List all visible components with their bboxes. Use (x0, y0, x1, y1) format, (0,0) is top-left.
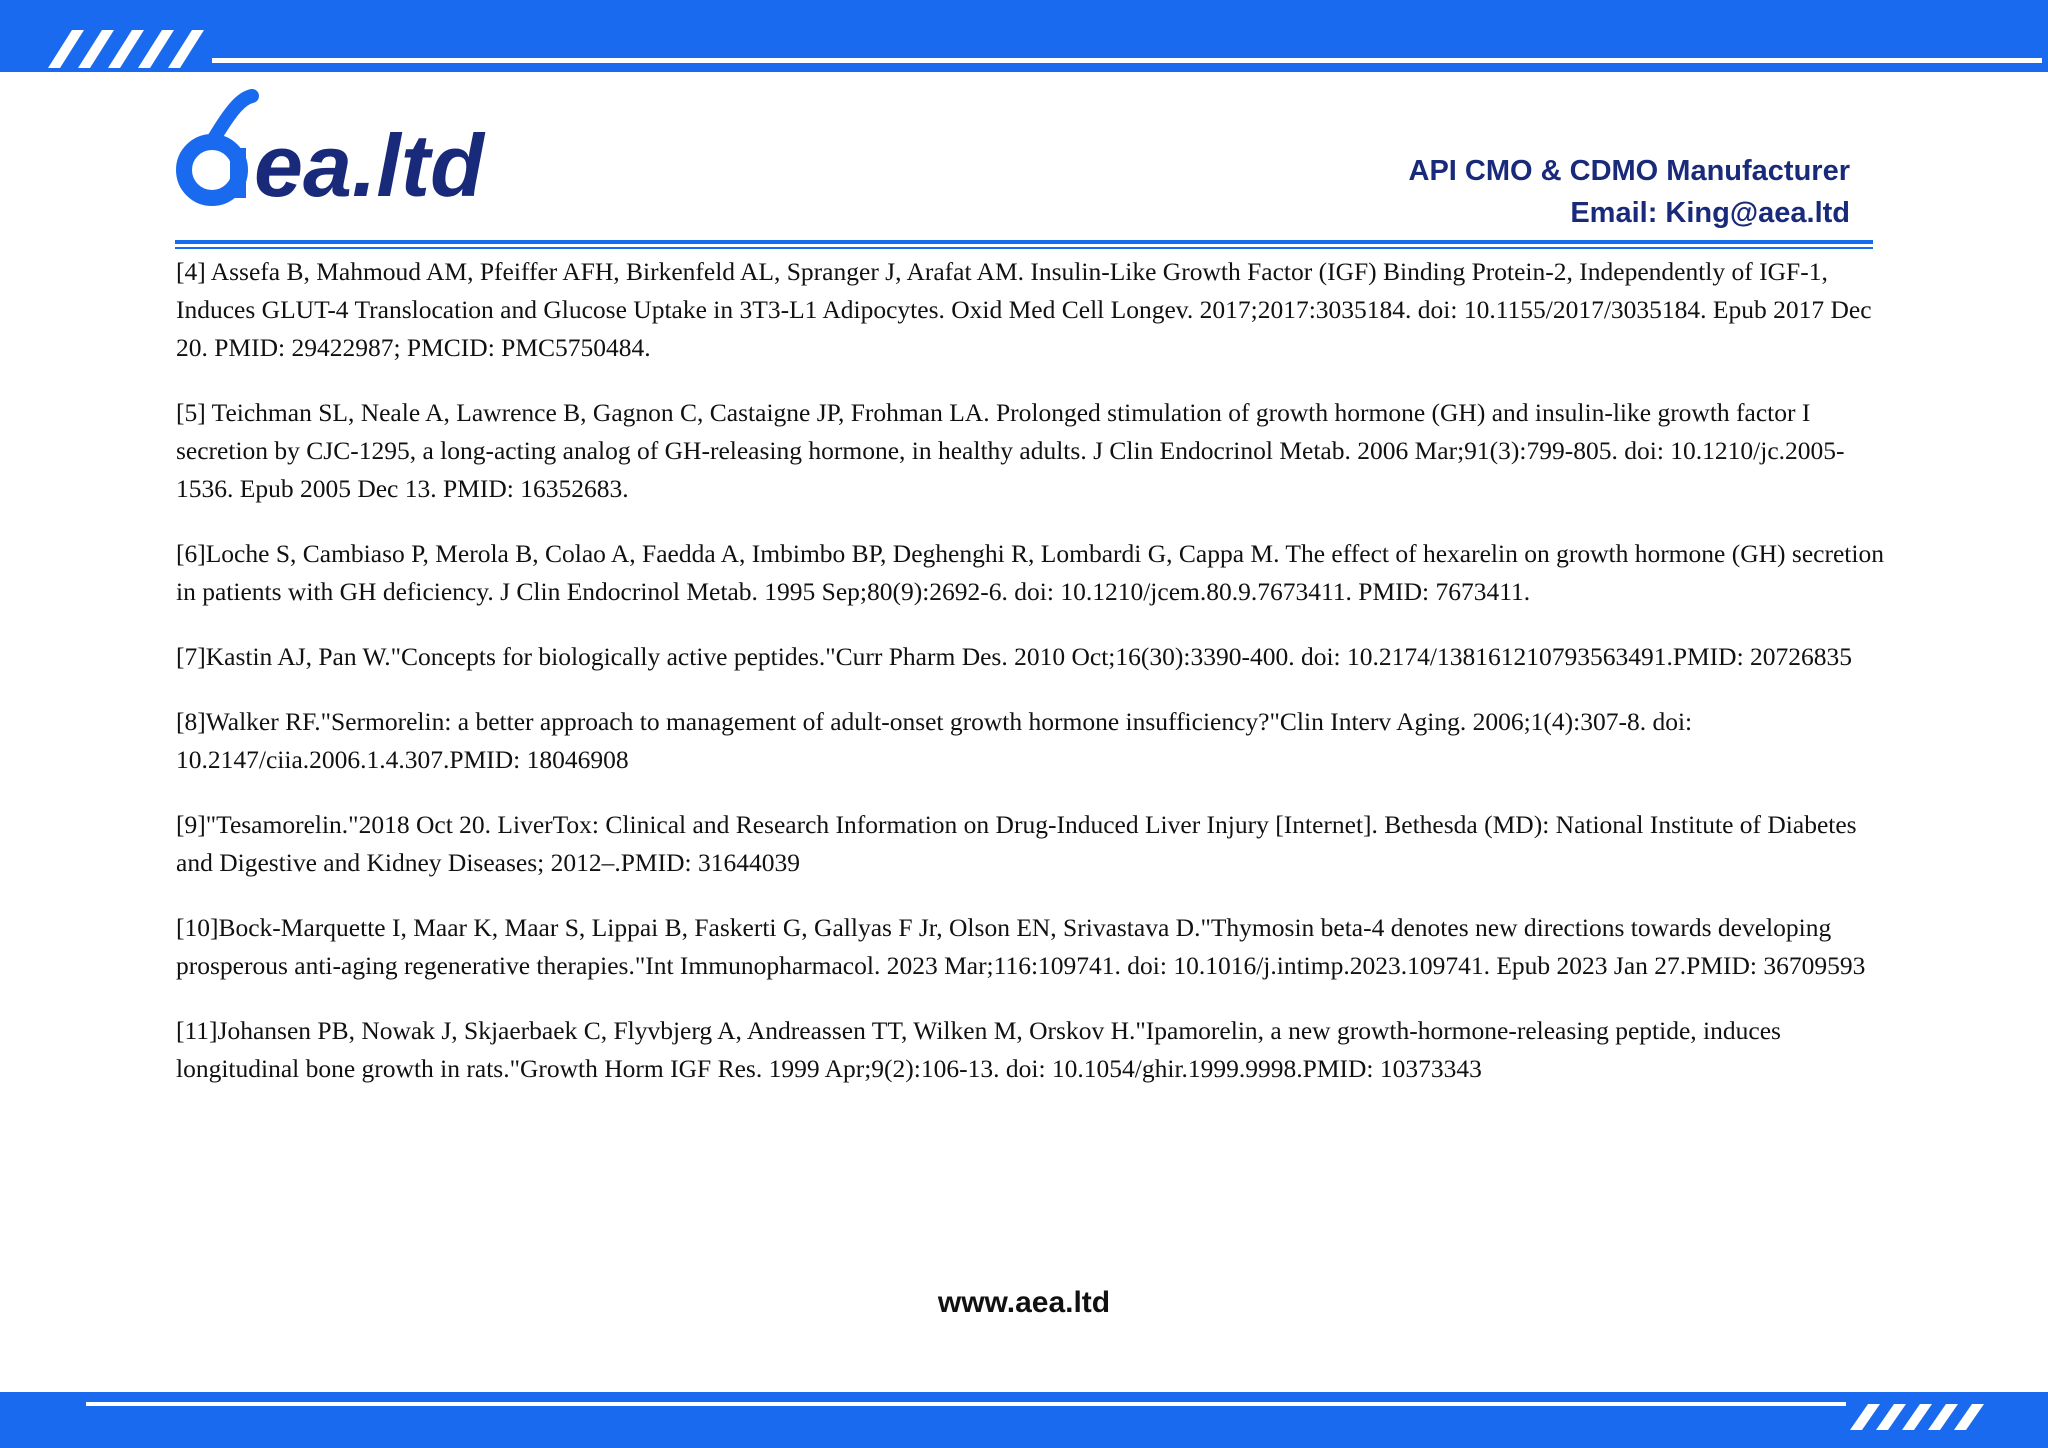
reference-item: [11]Johansen PB, Nowak J, Skjaerbaek C, Flyvbjerg A, Andreassen TT, Wilken M, Orskov H."Ipamorelin, a new growth-hormone-releasing peptide, induces longitudinal bone growth in rats."Growth Horm IGF Res. 1999 Apr;9(2):106-13. doi: 10.1054/ghir.1999.9998.PMID: 10373343 (176, 1016, 1781, 1083)
svg-text:ea.ltd: ea.ltd (254, 116, 484, 215)
reference-item: [6]Loche S, Cambiaso P, Merola B, Colao A, Faedda A, Imbimbo BP, Deghenghi R, Lombardi G, Cappa M. The effect of hexarelin on growth hormone (GH) secretion in patients with GH deficiency. J Clin Endocrinol Metab. 1995 Sep;80(9):2692-6. doi: 10.1210/jcem.80.9.7673411. PMID: 7673411. (176, 539, 1884, 606)
reference-item: [8]Walker RF."Sermorelin: a better approach to management of adult-onset growth hormone insufficiency?"Clin Interv Aging. 2006;1(4):307-8. doi: 10.2147/ciia.2006.1.4.307.PMID: 18046908 (176, 707, 1693, 774)
reference-item: [5] Teichman SL, Neale A, Lawrence B, Gagnon C, Castaigne JP, Frohman LA. Prolonged stimulation of growth hormone (GH) and insulin-like growth factor I secretion by CJC-1295, a long-acting analog of GH-releasing hormone, in healthy adults. J Clin Endocrinol Metab. 2006 Mar;91(3):799-805. doi: 10.1210/jc.2005-1536. Epub 2005 Dec 13. PMID: 16352683. (176, 398, 1845, 503)
header-contact (1409, 150, 1850, 234)
top-decorative-band (0, 0, 2048, 72)
header-divider (175, 240, 1873, 250)
reference-item: [10]Bock-Marquette I, Maar K, Maar S, Lippai B, Faskerti G, Gallyas F Jr, Olson EN, Srivastava D."Thymosin beta-4 denotes new directions towards developing prosperous anti-aging regenerative therapies."Int Immunopharmacol. 2023 Mar;116:109741. doi: 10.1016/j.intimp.2023.109741. Epub 2023 Jan 27.PMID: 36709593 (176, 913, 1866, 980)
company-logo (172, 88, 512, 218)
reference-item: [7]Kastin AJ, Pan W."Concepts for biologically active peptides."Curr Pharm Des. 2010 Oct;16(30):3390-400. doi: 10.2174/138161210793563491.PMID: 20726835 (176, 642, 1853, 671)
reference-item: [4] Assefa B, Mahmoud AM, Pfeiffer AFH, Birkenfeld AL, Spranger J, Arafat AM. Insulin-Like Growth Factor (IGF) Binding Protein-2, Independently of IGF-1, Induces GLUT-4 Translocation and Glucose Uptake in 3T3-L1 Adipocytes. Oxid Med Cell Longev. 2017;2017:3035184. doi: 10.1155/2017/3035184. Epub 2017 Dec 20. PMID: 29422987; PMCID: PMC5750484. (176, 257, 1872, 362)
company-email[interactable]: Email: King@aea.ltd (1570, 197, 1850, 229)
reference-list (176, 253, 1896, 1115)
reference-item: [9]"Tesamorelin."2018 Oct 20. LiverTox: Clinical and Research Information on Drug-Induced Liver Injury [Internet]. Bethesda (MD): National Institute of Diabetes and Digestive and Kidney Diseases; 2012–.PMID: 31644039 (176, 810, 1857, 877)
bottom-decorative-band (0, 1392, 2048, 1448)
footer-website-link[interactable]: www.aea.ltd (937, 1286, 1111, 1319)
company-tagline: API CMO & CDMO Manufacturer (1408, 155, 1850, 187)
